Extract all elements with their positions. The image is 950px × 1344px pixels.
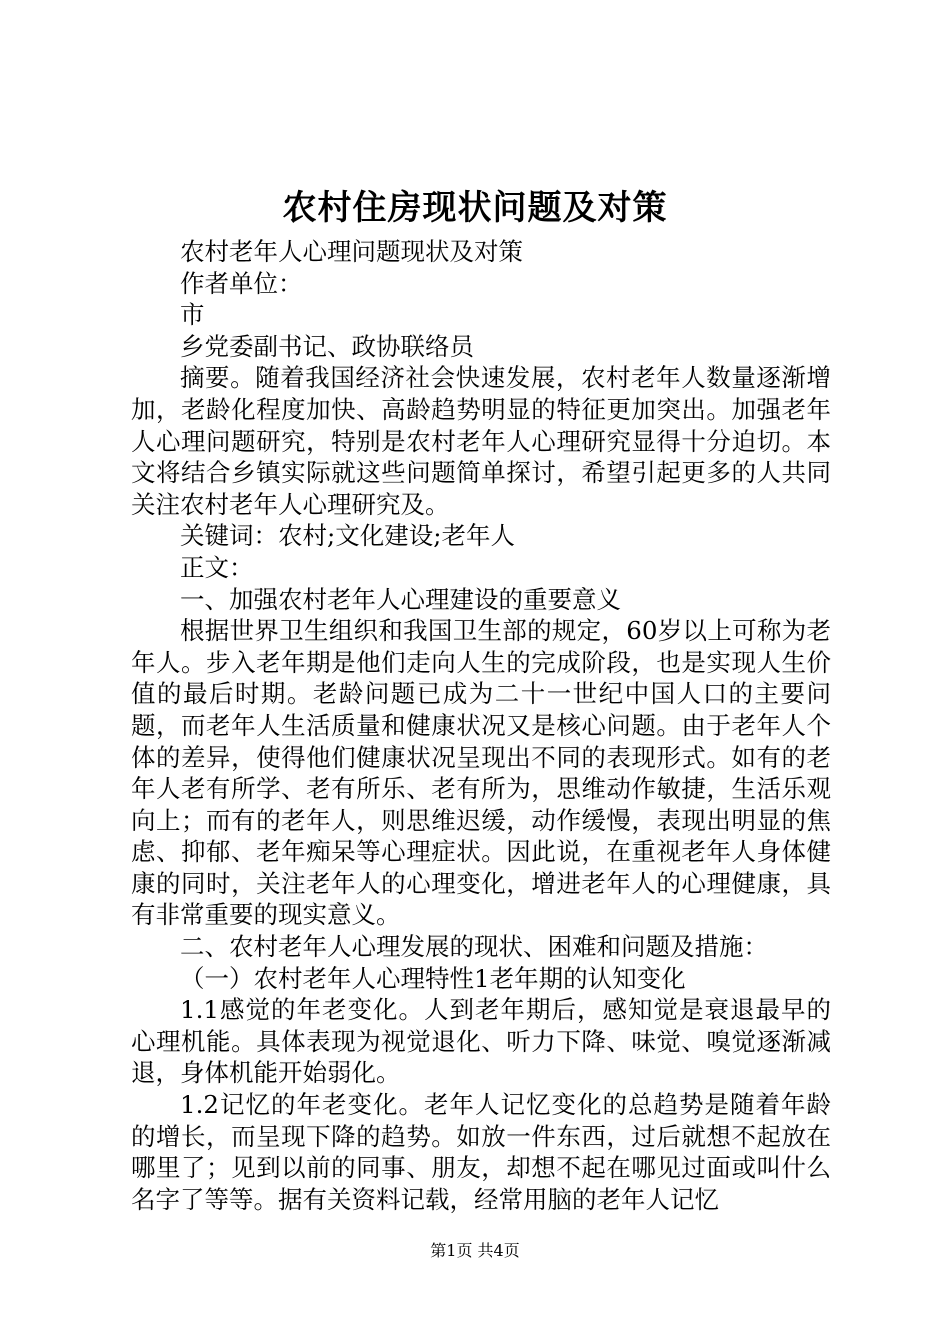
section-heading-2: 二、农村老年人心理发展的现状、困难和问题及措施：: [180, 932, 768, 962]
paragraph-subtitle: 农村老年人心理问题现状及对策: [180, 237, 523, 266]
paragraph-abstract: 摘要。随着我国经济社会快速发展，农村老年人数量逐渐增加，老龄化程度加快、高龄趋势明显的特征更加突出。加强老年人心理问题研究，特别是农村老年人心理研究显得十分迫切。本文将结合乡镇实际就这些问题简单探讨，希望引起更多的人共同关注农村老年人心理研究及。: [131, 363, 831, 519]
paragraph-section-1: 根据世界卫生组织和我国卫生部的规定，60岁以上可称为老年人。步入老年期是他们走向人生的完成阶段，也是实现人生价值的最后时期。老龄问题已成为二十一世纪中国人口的主要问题，而老年人生活质量和健康状况又是核心问题。由于老年人个体的差异，使得他们健康状况呈现出不同的表现形式。如有的老年人老有所学、老有所乐、老有所为，思维动作敏捷，生活乐观向上；而有的老年人，则思维迟缓，动作缓慢，表现出明显的焦虑、抑郁、老年痴呆等心理症状。因此说，在重视老年人身体健康的同时，关注老年人的心理变化，增进老年人的心理健康，具有非常重要的现实意义。: [131, 616, 831, 930]
paragraph-1-2: 1.2记忆的年老变化。老年人记忆变化的总趋势是随着年龄的增长，而呈现下降的趋势。如放一件东西，过后就想不起放在哪里了；见到以前的同事、朋友，却想不起在哪见过面或叫什么名字了等等。据有关资料记载，经常用脑的老年人记忆: [131, 1090, 831, 1214]
paragraph-body-label: 正文：: [180, 552, 254, 582]
paragraph-1-1: 1.1感觉的年老变化。人到老年期后，感知觉是衰退最早的心理机能。具体表现为视觉退化、听力下降、味觉、嗅觉逐渐减退，身体机能开始弱化。: [131, 995, 831, 1088]
paragraph-keywords: 关键词：农村;文化建设;老年人: [180, 521, 516, 551]
document-title: 农村住房现状问题及对策: [282, 188, 668, 228]
document-body: [131, 236, 831, 1215]
paragraph-author-unit: 作者单位：: [180, 268, 303, 298]
paragraph-author-role: 乡党委副书记、政协联络员: [180, 331, 474, 361]
page-footer: 第1页 共4页: [430, 1241, 520, 1260]
paragraph-city: 市: [180, 300, 205, 330]
subsection-heading-1: （一）农村老年人心理特性1老年期的认知变化: [180, 963, 686, 993]
section-heading-1: 一、加强农村老年人心理建设的重要意义: [180, 584, 621, 614]
